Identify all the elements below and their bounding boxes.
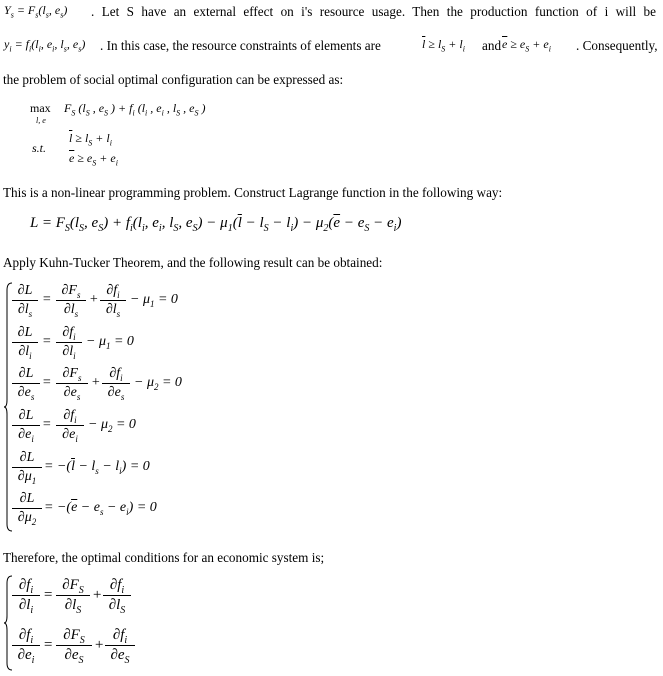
para1-and: and <box>482 38 502 53</box>
para3-text: Apply Kuhn-Tucker Theorem, and the following result can be obtained: <box>3 255 383 270</box>
document-page: $Y_s = F_s(l_s$, $e_s$) . Let S have an external effect on i's resource usage. Then the production function of i will be $y_i = f_i(l_i$, $e_i$, $l_s$, $e_s$) . In this case, the resource constraints of elements are $\overline{l} \ge l_S + l_i$ and $\overline{e} \ge e_S + e_i$ . Consequently, the problem of social optimal configuration can be expressed as: max l, e $F_S$ ($l_S$ , $e_S$ ) + $f_i$ ($l_i$ , $e_i$ , $l_S$ , $e_S$ ) s.t. $\overline{l} \ge l_S + l_i$ $\overline{e} \ge e_S + e_i$ This is a non-linear programming problem. Construct Lagrange function in the following way: $L = F_S(l_S$, $e_S) + f_i(l_i$, $e_i$, $l_S$, $e_S) - \mu_1(\overline{l} - l_S - l_i) - \mu_2(\overline{e} - e_S - e_i)$ Apply Kuhn-Tucker Theorem, and the following result can be obtained: ∂L $\partial l_s$ = $\partial F_s$ $\partial l_s$ + $\partial f_i$ $\partial l_s$ − $\mu_1 = 0$ ∂L $\partial l_i$ = $\partial f_i$ $\partial l_i$ − $\mu_1 = 0$ ∂L $\partial e_s$ = $\partial F_s$ $\partial e_s$ + $\partial f_i$ $\partial e_s$ − $\mu_2 = 0$ ∂L $\partial e_i$ = $\partial f_i$ $\partial e_i$ − $\mu_2 = 0$ ∂L $\partial\mu_1$ = $-(\overline{l} - l_s - l_i) = 0$ ∂L $\partial\mu_2$ = $-(\overline{e} - e_s - e_i) = 0$ Therefore, the optimal conditions for an economic system is; $\partial f_i$ $\partial l_i$ = $\partial F_S$ $\partial l_S$ + $\partial f_i$ $\partial l_S$ $\partial f_i$ $\partial e_i$ = $\partial F_S$ $\partial e_S$ + $\partial f_i$ $\partial e_S$ <box>0 0 663 676</box>
objective-function: $F_S$ ($l_S$ , $e_S$ ) + $f_i$ ($l_i$ , $e_i$ , $l_S$ , $e_S$ ) <box>64 101 206 118</box>
para1-line3-text: the problem of social optimal configuration can be expressed as: <box>3 72 344 87</box>
st-label: s.t. <box>32 141 47 155</box>
constraint-env-inline: $\overline{e} \ge e_S + e_i$ <box>502 37 551 54</box>
max-label: max <box>30 101 51 115</box>
constraint-labor: $\overline{l} \ge l_S + l_i$ <box>69 131 112 148</box>
para1-line2-text-b: . Consequently, <box>576 38 658 53</box>
lagrange-function: $L = F_S(l_S$, $e_S) + f_i(l_i$, $e_i$, $l_S$, $e_S) - \mu_1(\overline{l} - l_S - l_i) - \mu_2(\overline{e} - e_S - e_i)$ <box>30 215 402 234</box>
para1-line2-text-a: . In this case, the resource constraints of elements are <box>100 38 381 53</box>
para2-text: This is a non-linear programming problem. Construct Lagrange function in the following way: <box>3 185 503 200</box>
para4-text: Therefore, the optimal conditions for an economic system is; <box>3 550 325 565</box>
para1-line1-text: . Let S have an external effect on i's resource usage. Then the production function of i will be <box>91 4 656 19</box>
constraint-labor-inline: $\overline{l} \ge l_S + l_i$ <box>422 37 465 54</box>
production-function-i: $y_i = f_i(l_i$, $e_i$, $l_s$, $e_s$) <box>4 37 86 54</box>
max-subscript: l, e <box>36 116 46 125</box>
constraint-env: $\overline{e} \ge e_S + e_i$ <box>69 151 118 168</box>
production-function-s: $Y_s = F_s(l_s$, $e_s$) <box>4 3 68 20</box>
